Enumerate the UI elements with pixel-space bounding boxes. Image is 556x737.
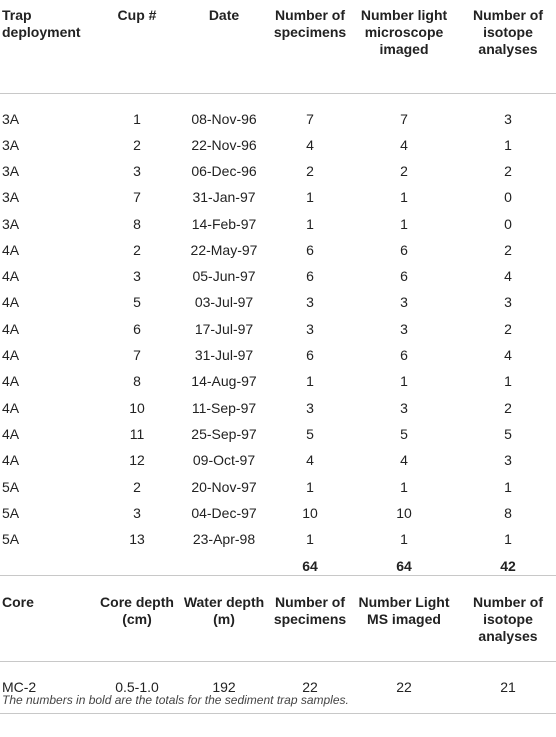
core-header-row (0, 576, 556, 662)
table-row (0, 421, 556, 447)
cell-isotope: 0 (504, 189, 512, 206)
header-water-depth: Water depth (m) (183, 594, 265, 627)
table-row (0, 211, 556, 237)
cell-specimens: 1 (306, 478, 314, 495)
cell-date: 08-Nov-96 (191, 111, 257, 128)
table-row (0, 395, 556, 421)
table-row (0, 448, 556, 474)
cell-isotope: 5 (504, 425, 512, 442)
cell-date: 06-Dec-96 (191, 162, 257, 179)
cell-trap-deployment: 4A (2, 347, 20, 364)
header-core-depth: Core depth (cm) (100, 594, 174, 627)
cell-trap-deployment: 3A (2, 136, 20, 153)
cell-specimens: 1 (306, 189, 314, 206)
cell-light-imaged: 1 (400, 189, 408, 206)
cell-trap-deployment: 5A (2, 478, 20, 495)
cell-cup: 1 (133, 111, 141, 128)
cell-light-imaged: 1 (400, 478, 408, 495)
cell-light-imaged: 5 (400, 425, 408, 442)
cell-date: 14-Feb-97 (191, 215, 257, 232)
cell-date: 23-Apr-98 (192, 531, 256, 548)
cell-isotope: 2 (504, 241, 512, 258)
cell-light-ms: 22 (396, 679, 412, 695)
cell-light-imaged: 3 (400, 399, 408, 416)
table-row (0, 263, 556, 289)
cell-isotope: 8 (504, 504, 512, 521)
cell-specimens: 5 (306, 425, 314, 442)
cell-trap-deployment: 4A (2, 452, 20, 469)
cell-date: 05-Jun-97 (192, 268, 256, 285)
cell-light-imaged: 4 (400, 136, 408, 153)
cell-isotope: 1 (504, 478, 512, 495)
cell-date: 04-Dec-97 (191, 504, 257, 521)
table-row (0, 185, 556, 211)
trap-header-row (0, 0, 556, 93)
cell-water-depth: 192 (212, 679, 236, 695)
cell-date: 22-Nov-96 (191, 136, 257, 153)
table-row (0, 316, 556, 342)
cell-specimens: 3 (306, 399, 314, 416)
cell-date: 20-Nov-97 (191, 478, 257, 495)
cell-light-imaged: 6 (400, 347, 408, 364)
cell-cup: 3 (133, 162, 141, 179)
cell-cup: 7 (133, 189, 141, 206)
cell-trap-deployment: 4A (2, 425, 20, 442)
table-footnote: The numbers in bold are the totals for the sediment trap samples. (2, 693, 349, 707)
cell-specimens: 4 (306, 136, 314, 153)
cell-specimens: 4 (306, 452, 314, 469)
table-row (0, 474, 556, 500)
cell-trap-deployment: 5A (2, 531, 20, 548)
cell-specimens: 1 (306, 531, 314, 548)
total-specimens: 64 (302, 558, 318, 575)
cell-specimens: 6 (306, 241, 314, 258)
cell-light-imaged: 3 (400, 320, 408, 337)
cell-isotope: 2 (504, 162, 512, 179)
cell-trap-deployment: 3A (2, 111, 20, 128)
cell-trap-deployment: 5A (2, 504, 20, 521)
cell-specimens: 22 (302, 679, 318, 695)
cell-cup: 2 (133, 478, 141, 495)
header-core-specimens: Number of specimens (273, 594, 347, 627)
cell-trap-deployment: 4A (2, 320, 20, 337)
cell-date: 22-May-97 (190, 241, 258, 258)
cell-cup: 11 (129, 425, 145, 442)
total-light-imaged: 64 (396, 558, 412, 575)
header-specimens: Number of specimens (273, 7, 347, 40)
header-cup: Cup # (117, 7, 157, 23)
header-core-light-ms: Number Light MS imaged (358, 594, 450, 627)
cell-trap-deployment: 4A (2, 294, 20, 311)
cell-cup: 7 (133, 347, 141, 364)
cell-light-imaged: 6 (400, 268, 408, 285)
cell-trap-deployment: 3A (2, 189, 20, 206)
cell-specimens: 3 (306, 320, 314, 337)
cell-specimens: 3 (306, 294, 314, 311)
cell-core: MC-2 (2, 679, 37, 695)
table-row (0, 526, 556, 552)
trap-table-body (0, 93, 556, 581)
cell-cup: 3 (133, 268, 141, 285)
cell-isotope: 1 (504, 373, 512, 390)
cell-specimens: 1 (306, 373, 314, 390)
table-row (0, 290, 556, 316)
cell-isotope: 2 (504, 399, 512, 416)
cell-date: 17-Jul-97 (194, 320, 254, 337)
cell-specimens: 10 (302, 504, 318, 521)
cell-light-imaged: 7 (400, 111, 408, 128)
cell-date: 25-Sep-97 (191, 425, 257, 442)
cell-date: 11-Sep-97 (191, 399, 257, 416)
cell-isotope: 1 (504, 136, 512, 153)
cell-specimens: 7 (306, 111, 314, 128)
cell-trap-deployment: 3A (2, 215, 20, 232)
cell-trap-deployment: 4A (2, 399, 20, 416)
cell-light-imaged: 10 (396, 504, 412, 521)
cell-cup: 6 (133, 320, 141, 337)
cell-trap-deployment: 3A (2, 162, 20, 179)
table-row (0, 342, 556, 368)
total-isotope: 42 (500, 558, 516, 575)
cell-light-imaged: 3 (400, 294, 408, 311)
header-isotope: Number of isotope analyses (473, 7, 543, 57)
cell-cup: 13 (129, 531, 145, 548)
cell-trap-deployment: 4A (2, 241, 20, 258)
cell-specimens: 1 (306, 215, 314, 232)
cell-date: 09-Oct-97 (192, 452, 256, 469)
table-row (0, 93, 556, 132)
cell-specimens: 6 (306, 268, 314, 285)
cell-isotope: 4 (504, 268, 512, 285)
table-row (0, 132, 556, 158)
cell-cup: 5 (133, 294, 141, 311)
cell-cup: 10 (129, 399, 145, 416)
header-core-isotope: Number of isotope analyses (473, 594, 543, 644)
cell-light-imaged: 6 (400, 241, 408, 258)
table-row (0, 237, 556, 263)
cell-light-imaged: 1 (400, 531, 408, 548)
cell-trap-deployment: 4A (2, 373, 20, 390)
cell-isotope: 4 (504, 347, 512, 364)
cell-isotope: 2 (504, 320, 512, 337)
cell-light-imaged: 1 (400, 373, 408, 390)
cell-isotope: 0 (504, 215, 512, 232)
cell-cup: 2 (133, 241, 141, 258)
cell-isotope: 3 (504, 294, 512, 311)
cell-core-depth: 0.5-1.0 (115, 679, 159, 695)
cell-isotope: 21 (500, 679, 516, 695)
cell-date: 31-Jul-97 (194, 347, 254, 364)
cell-date: 14-Aug-97 (191, 373, 257, 390)
cell-cup: 12 (129, 452, 145, 469)
cell-cup: 8 (133, 215, 141, 232)
cell-light-imaged: 2 (400, 162, 408, 179)
cell-light-imaged: 1 (400, 215, 408, 232)
cell-isotope: 3 (504, 452, 512, 469)
cell-cup: 2 (133, 136, 141, 153)
cell-trap-deployment: 4A (2, 268, 20, 285)
cell-light-imaged: 4 (400, 452, 408, 469)
cell-specimens: 6 (306, 347, 314, 364)
table-row (0, 158, 556, 184)
cell-isotope: 1 (504, 531, 512, 548)
table-row (0, 369, 556, 395)
header-light-imaged: Number light microscope imaged (360, 7, 448, 57)
cell-date: 31-Jan-97 (192, 189, 256, 206)
header-core: Core (2, 594, 34, 610)
cell-specimens: 2 (306, 162, 314, 179)
header-trap-deployment: Trap deployment (2, 7, 81, 40)
cell-isotope: 3 (504, 111, 512, 128)
cell-cup: 3 (133, 504, 141, 521)
header-date: Date (208, 7, 240, 23)
cell-cup: 8 (133, 373, 141, 390)
table-row (0, 500, 556, 526)
cell-date: 03-Jul-97 (194, 294, 254, 311)
